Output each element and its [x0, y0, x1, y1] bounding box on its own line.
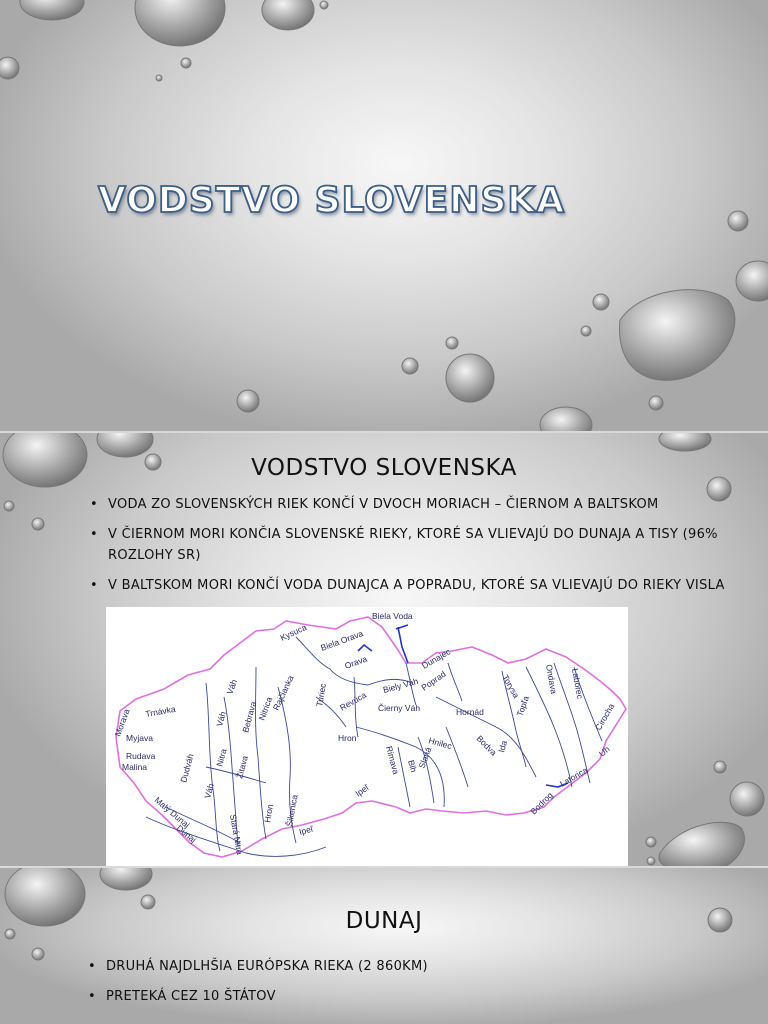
slide-title: DUNAJ [345, 908, 423, 934]
map-label: Váh [214, 710, 228, 728]
map-label: Kysuca [278, 621, 309, 643]
map-label: Nitra [214, 747, 229, 768]
map-label: Turiec [314, 682, 329, 708]
map-label: Morava [112, 707, 132, 738]
border-outline [116, 617, 626, 857]
map-label: Slaná [416, 745, 434, 770]
map-label: Rimava [384, 744, 402, 776]
map-label: Ipeľ [297, 823, 315, 837]
slide-2 [0, 431, 768, 866]
map-label: Bodva [474, 733, 499, 758]
map-label: Bodrog [528, 789, 555, 817]
map-label: Malý Dunaj [152, 794, 192, 830]
bullet-list [88, 956, 688, 1016]
map-label: Orava [343, 653, 369, 671]
map-label: Torysa [500, 673, 522, 700]
map-label: Cirocha [593, 701, 617, 732]
map-label: Váh [202, 782, 216, 800]
map-label: Dunaj [174, 822, 199, 845]
map-label: Topľa [514, 694, 532, 718]
slide-title: VODSTVO SLOVENSKA [98, 180, 566, 221]
bullet-item: • DRUHÁ NAJDLHŠIA EURÓPSKA RIEKA (2 860KM) [88, 956, 688, 977]
map-label: Biely Váh [381, 675, 420, 695]
map-label: Rudava [126, 751, 156, 761]
slide-3 [0, 866, 768, 1024]
map-label: Hron [262, 803, 276, 824]
map-label: Ida [496, 739, 509, 754]
map-label: Žitava [234, 754, 250, 780]
map-label: Nitrica [256, 695, 275, 722]
map-label: Latorica [558, 764, 590, 789]
map-label: Malina [122, 762, 148, 772]
map-label: Laborec [570, 667, 586, 700]
map-label: Blh [406, 758, 419, 774]
map-label: Uh [596, 743, 612, 759]
map-label: Čierny Váh [378, 703, 421, 713]
map-label: Bebrava [240, 700, 259, 734]
bullet-item: • V ČIERNOM MORI KONČIA SLOVENSKÉ RIEKY, KTORÉ SA VLIEVAJÚ DO DUNAJA A TISY (96% ROZLOHY SR) [90, 524, 740, 566]
bullet-list [90, 494, 740, 605]
map-label: Stará Nitra [228, 813, 245, 856]
map-label: Dunajec [420, 646, 453, 671]
map-label: Ipeľ [353, 782, 371, 799]
map-label: Hron [338, 733, 357, 743]
bullet-item: • VODA ZO SLOVENSKÝCH RIEK KONČÍ V DVOCH MORIACH – ČIERNOM A BALTSKOM [90, 494, 740, 515]
map-label: Myjava [126, 733, 153, 743]
map-label: Poprad [419, 668, 448, 693]
map-label: Biela Voda [372, 611, 413, 621]
slide-1 [0, 0, 768, 431]
map-label: Váh [224, 678, 240, 696]
map-label: Hnilec [427, 735, 453, 752]
map-label: Biela Orava [319, 628, 365, 653]
map-label: Ondava [544, 663, 560, 695]
map-label: Hornád [456, 707, 484, 717]
map-label: Šikenica [284, 793, 300, 828]
bullet-item: • V BALTSKOM MORI KONČÍ VODA DUNAJCA A POPRADU, KTORÉ SA VLIEVAJÚ DO RIEKY VISLA [90, 575, 740, 596]
map-label: Revúca [338, 689, 368, 713]
map-label: Rajčianka [270, 673, 296, 712]
map-label: Trnávka [144, 703, 177, 719]
slovakia-rivers-map [106, 607, 628, 866]
map-label: Dudváh [178, 752, 196, 784]
slide-title: VODSTVO SLOVENSKA [251, 455, 517, 481]
bullet-item: • PRETEKÁ CEZ 10 ŠTÁTOV [88, 986, 688, 1007]
